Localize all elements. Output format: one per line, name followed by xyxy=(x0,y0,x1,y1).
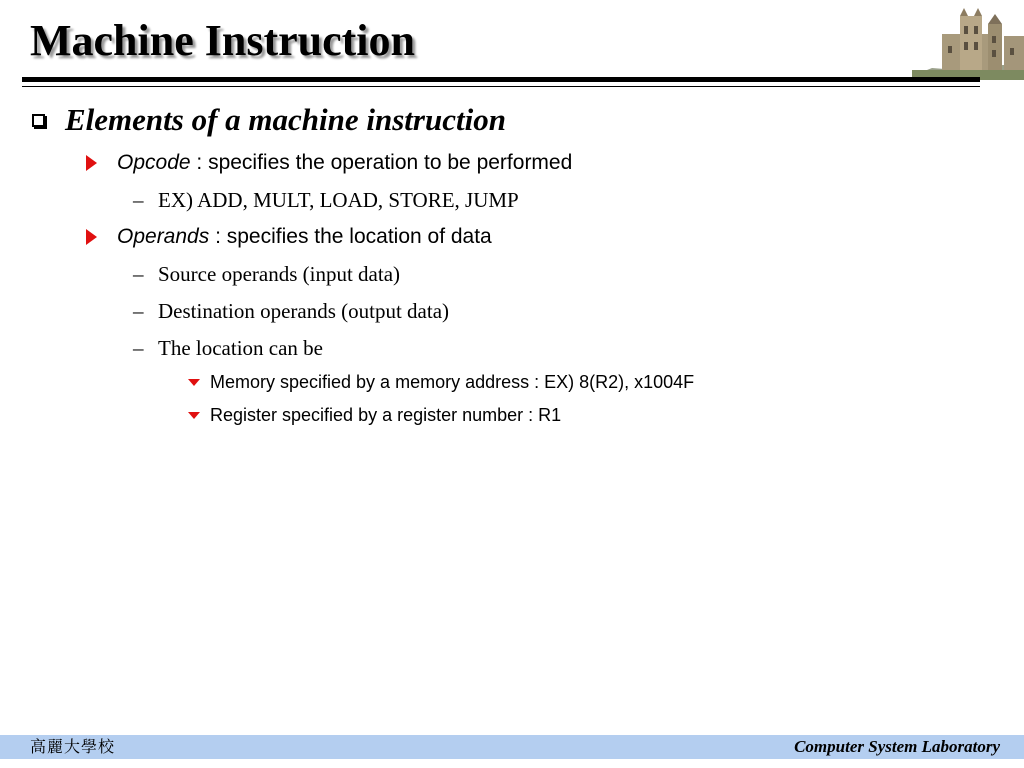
dash-icon: – xyxy=(133,299,144,323)
dash-icon: – xyxy=(133,188,144,212)
heading-text: Elements of a machine instruction xyxy=(65,102,506,137)
triangle-down-icon xyxy=(188,379,200,386)
slide-title: Machine Instruction xyxy=(30,16,415,65)
opcode-example: EX) ADD, MULT, LOAD, STORE, JUMP xyxy=(158,188,519,212)
title-underline-thin xyxy=(22,86,980,87)
operands-description: : specifies the location of data xyxy=(209,225,492,248)
opcode-term: Opcode xyxy=(117,151,191,174)
footer-university: 高麗大學校 xyxy=(30,737,116,756)
register-location: Register specified by a register number : R1 xyxy=(210,405,562,425)
bullet-heading xyxy=(32,102,506,138)
footer-lab-name: Computer System Laboratory xyxy=(794,737,1000,756)
operands-term: Operands xyxy=(117,225,210,248)
location-can-be: The location can be xyxy=(158,336,324,360)
opcode-line xyxy=(117,151,572,175)
source-operands: Source operands (input data) xyxy=(158,262,401,286)
footer-band xyxy=(0,735,1024,759)
dash-icon: – xyxy=(133,336,144,360)
university-building-logo xyxy=(912,6,1024,80)
operands-line xyxy=(117,225,492,249)
chevron-right-icon xyxy=(86,229,97,245)
memory-location: Memory specified by a memory address : EX) 8(R2), x1004F xyxy=(210,372,695,392)
triangle-down-icon xyxy=(188,412,200,419)
dash-icon: – xyxy=(133,262,144,286)
title-underline-thick xyxy=(22,77,980,82)
opcode-description: : specifies the operation to be performed xyxy=(190,151,573,174)
destination-operands: Destination operands (output data) xyxy=(158,299,450,323)
chevron-right-icon xyxy=(86,155,97,171)
square-bullet-icon xyxy=(32,114,45,127)
